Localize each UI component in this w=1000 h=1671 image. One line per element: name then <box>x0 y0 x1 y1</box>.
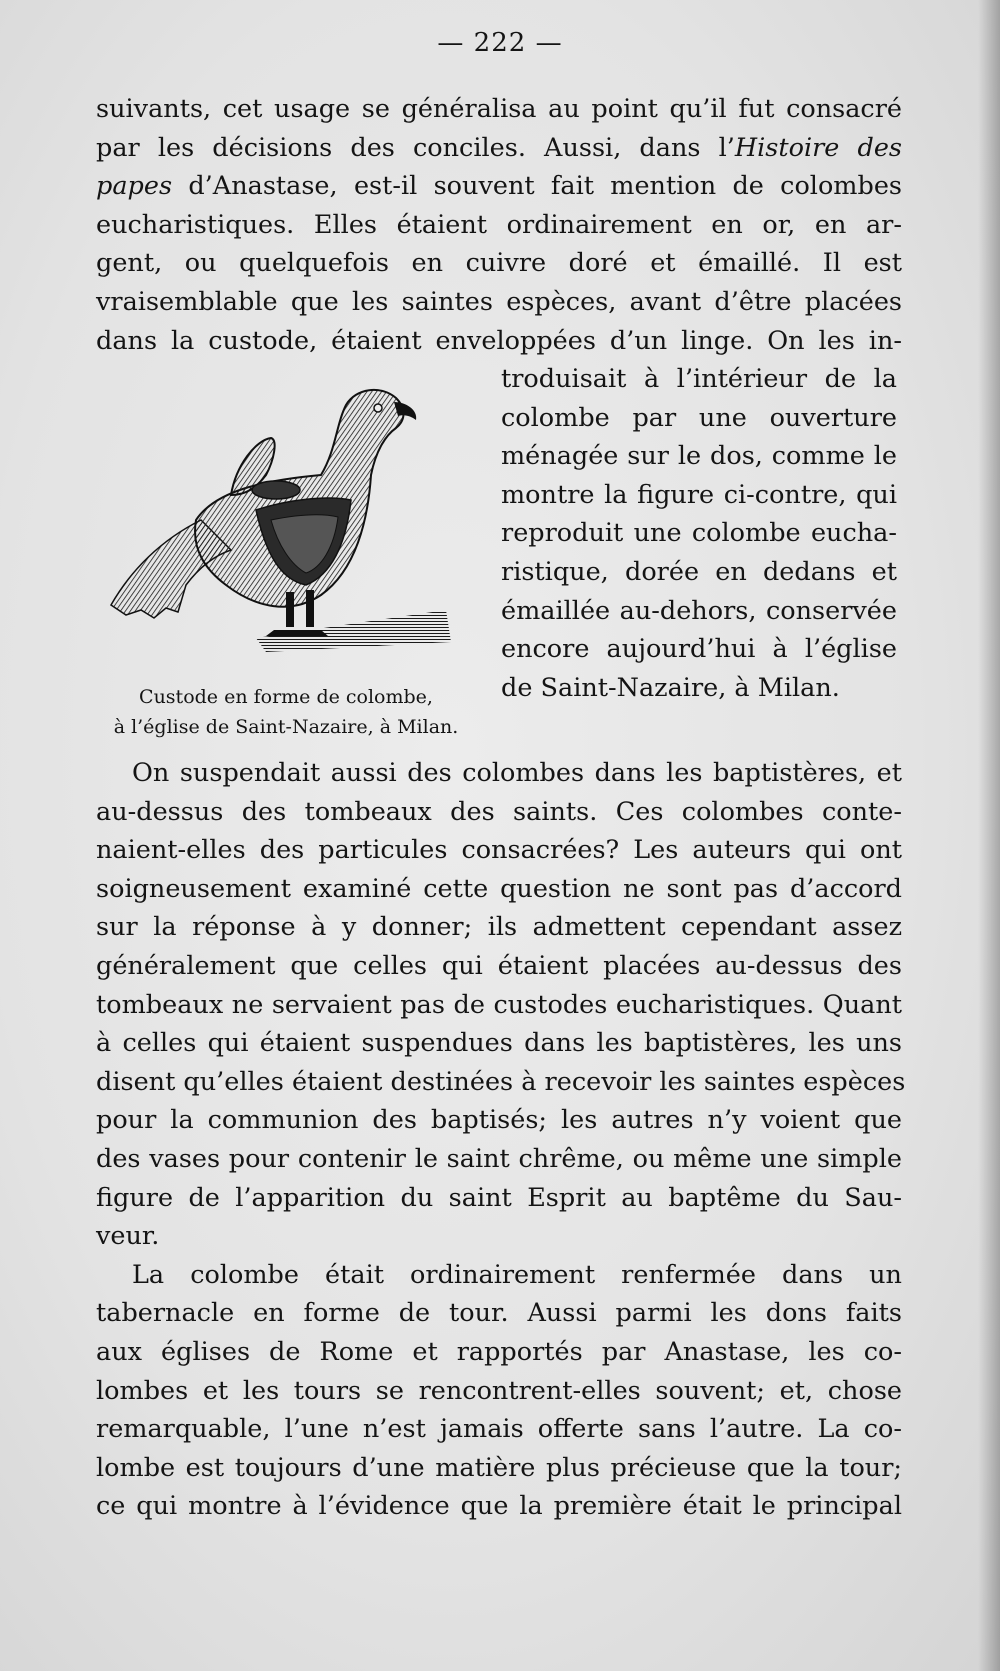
text-line: tombeaux ne servaient pas de custodes eucharistiques. Quant <box>96 989 902 1020</box>
text-line: disent qu’elles étaient destinées à recevoir les saintes espèces <box>96 1066 906 1097</box>
text-line: troduisait à l’intérieur de la <box>501 364 897 394</box>
text-line: tabernacle en forme de tour. Aussi parmi les dons faits <box>96 1298 902 1329</box>
text-line: de Saint-Nazaire, à Milan. <box>501 672 840 703</box>
paragraph-bottom <box>96 754 906 1526</box>
text-line: colombe par une ouverture <box>501 402 897 433</box>
text-line: suivants, cet usage se généralisa au point qu’il fut consacré <box>96 94 902 124</box>
text-line: naient-elles des particules consacrées? Les auteurs qui ont <box>96 835 902 866</box>
dove-illustration <box>106 380 466 680</box>
wrapped-paragraph <box>501 360 897 707</box>
text-line: La colombe était ordinairement renfermée dans un <box>132 1259 902 1290</box>
page-number: — 222 — <box>437 28 563 58</box>
text-line: On suspendait aussi des colombes dans les baptistères, et <box>132 758 902 788</box>
text-line: ce qui montre à l’évidence que la première était le principal <box>96 1491 902 1522</box>
paragraph-top <box>96 90 902 360</box>
text-line: sur la réponse à y donner; ils admettent cependant assez <box>96 912 902 943</box>
dove-engraving <box>106 380 466 680</box>
text-line: généralement que celles qui étaient placées au-dessus des <box>96 950 902 981</box>
italic-title: papes <box>96 171 173 202</box>
text-line: des vases pour contenir le saint chrême, ou même une simple <box>96 1143 902 1174</box>
text-line: ristique, dorée en dedans et <box>501 556 897 587</box>
text-line: encore aujourd’hui à l’église <box>501 634 897 665</box>
text-line: lombes et les tours se rencontrent-elles souvent; et, chose <box>96 1375 902 1406</box>
text-line: gent, ou quelquefois en cuivre doré et émaillé. Il est <box>96 248 902 279</box>
caption-line-2: à l’église de Saint-Nazaire, à Milan. <box>113 716 459 738</box>
text-line: ménagée sur le dos, comme le <box>501 441 897 472</box>
figure-wrap-section <box>96 360 902 745</box>
text-line: montre la figure ci-contre, qui <box>501 479 897 510</box>
text-line: au-dessus des tombeaux des saints. Ces colombes conte- <box>96 796 902 827</box>
text-line: par les décisions des conciles. Aussi, dans l’Histoire des <box>96 132 902 163</box>
text-line: émaillée au-dehors, conservée <box>501 595 897 626</box>
caption-line-1: Custode en forme de colombe, <box>139 686 433 708</box>
text-line: pour la communion des baptisés; les autres n’y voient que <box>96 1105 902 1136</box>
text-line: aux églises de Rome et rapportés par Anastase, les co- <box>96 1336 902 1367</box>
text-line: papes d’Anastase, est-il souvent fait mention de colombes <box>96 171 902 202</box>
text-line: vraisemblable que les saintes espèces, avant d’être placées <box>96 286 902 317</box>
text-line: à celles qui étaient suspendues dans les baptistères, les uns <box>96 1028 902 1059</box>
figure-caption <box>96 682 476 742</box>
text-line: dans la custode, étaient enveloppées d’un linge. On les in- <box>96 325 902 356</box>
italic-title: Histoire des <box>734 132 902 163</box>
text-line: figure de l’apparition du saint Esprit au baptême du Sau- <box>96 1182 902 1213</box>
text-line: remarquable, l’une n’est jamais offerte sans l’autre. La co- <box>96 1414 902 1445</box>
text-line: soigneusement examiné cette question ne sont pas d’accord <box>96 873 902 904</box>
text-line: lombe est toujours d’une matière plus précieuse que la tour; <box>96 1452 902 1483</box>
text-line: eucharistiques. Elles étaient ordinairement en or, en ar- <box>96 209 902 240</box>
text-line: reproduit une colombe eucha- <box>501 518 897 549</box>
text-line: veur. <box>96 1221 160 1252</box>
